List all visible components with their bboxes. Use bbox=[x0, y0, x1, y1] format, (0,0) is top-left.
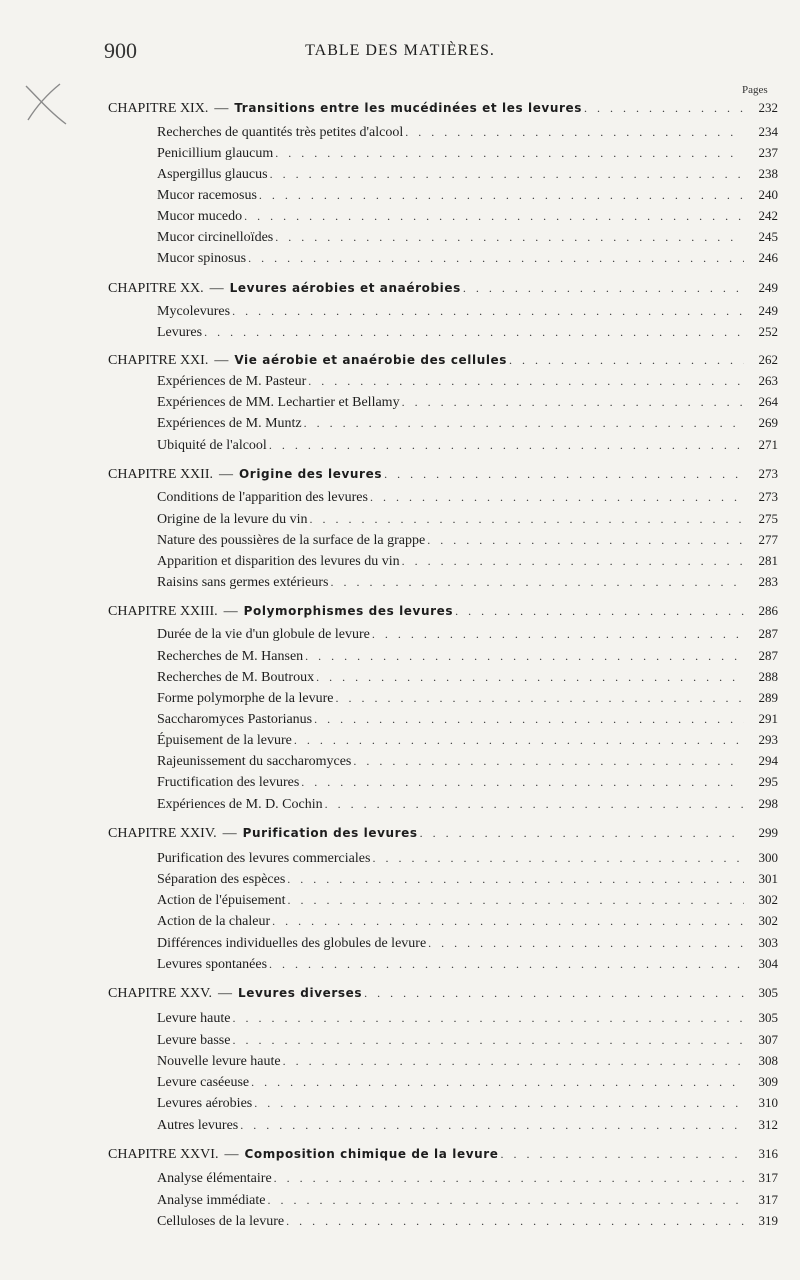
page-ref: 288 bbox=[758, 669, 778, 684]
dot-leader bbox=[267, 1193, 744, 1208]
page-ref: 273 bbox=[758, 489, 778, 504]
entry-text: Levures spontanées bbox=[157, 957, 268, 972]
toc-entry bbox=[0, 489, 800, 509]
toc-entry bbox=[0, 415, 800, 435]
dot-leader bbox=[509, 353, 744, 368]
page-ref: 277 bbox=[758, 532, 778, 547]
dot-leader bbox=[288, 893, 745, 908]
toc-entry bbox=[0, 753, 800, 773]
chapter-heading bbox=[0, 352, 800, 372]
entry-text: Aspergillus glaucus bbox=[157, 167, 268, 182]
dot-leader bbox=[330, 575, 744, 590]
toc-entry bbox=[0, 850, 800, 870]
dot-leader bbox=[501, 1147, 744, 1162]
page-ref: 293 bbox=[758, 732, 778, 747]
chapter-title: Transitions entre les mucédinées et les levures bbox=[234, 101, 582, 115]
page-ref: 286 bbox=[758, 603, 778, 618]
entry-text: Séparation des espèces bbox=[157, 872, 286, 887]
chapter-label: CHAPITRE XXIV. bbox=[108, 826, 217, 841]
dot-leader bbox=[269, 957, 744, 972]
dot-leader bbox=[248, 251, 744, 266]
page-ref: 310 bbox=[758, 1095, 778, 1110]
entry-text: Mucor circinelloïdes bbox=[157, 230, 274, 245]
toc-entry bbox=[0, 956, 800, 976]
toc-entry bbox=[0, 711, 800, 731]
dot-leader bbox=[353, 754, 744, 769]
page-ref: 304 bbox=[758, 956, 778, 971]
entry-text: Levure caséeuse bbox=[157, 1075, 250, 1090]
page-ref: 317 bbox=[758, 1170, 778, 1185]
running-title: TABLE DES MATIÈRES. bbox=[305, 42, 495, 59]
toc-entry bbox=[0, 324, 800, 344]
toc-entry bbox=[0, 553, 800, 573]
chapter-title: Origine des levures bbox=[239, 467, 383, 481]
entry-text: Celluloses de la levure bbox=[157, 1214, 285, 1229]
entry-text: Différences individuelles des globules de levure bbox=[157, 936, 427, 951]
page-ref: 308 bbox=[758, 1053, 778, 1068]
entry-text: Fructification des levures bbox=[157, 775, 300, 790]
toc-entry bbox=[0, 124, 800, 144]
dot-leader bbox=[305, 649, 744, 664]
toc-entry bbox=[0, 1117, 800, 1137]
dot-leader bbox=[455, 604, 744, 619]
toc-entry bbox=[0, 1192, 800, 1212]
page-ref: 319 bbox=[758, 1213, 778, 1228]
entry-text: Rajeunissement du saccharomyces bbox=[157, 754, 352, 769]
entry-text: Mucor mucedo bbox=[157, 209, 243, 224]
dot-leader bbox=[309, 512, 744, 527]
dot-leader bbox=[204, 325, 744, 340]
chapter-title: Levures diverses bbox=[237, 986, 363, 1000]
page-ref: 262 bbox=[758, 352, 778, 367]
entry-text: Épuisement de la levure bbox=[157, 733, 292, 748]
toc-entry bbox=[0, 303, 800, 323]
toc-entry bbox=[0, 732, 800, 752]
toc-entry bbox=[0, 690, 800, 710]
page-ref: 294 bbox=[758, 753, 778, 768]
entry-text: Purification des levures commerciales bbox=[157, 851, 371, 866]
entry-text: Conditions de l'apparition des levures bbox=[157, 490, 368, 505]
chapter-title: Vie aérobie et anaérobie des cellules bbox=[234, 353, 508, 367]
entry-text: Raisins sans germes extérieurs bbox=[157, 575, 329, 590]
toc-entry bbox=[0, 208, 800, 228]
chapter-dash: — bbox=[222, 826, 237, 841]
dot-leader bbox=[314, 712, 744, 727]
dot-leader bbox=[325, 797, 744, 812]
page-ref: 303 bbox=[758, 935, 778, 950]
toc-entry bbox=[0, 648, 800, 668]
entry-text: Levures bbox=[157, 325, 203, 340]
entry-text: Levure basse bbox=[157, 1033, 231, 1048]
dot-leader bbox=[286, 1214, 744, 1229]
dot-leader bbox=[420, 826, 744, 841]
page-ref: 289 bbox=[758, 690, 778, 705]
dot-leader bbox=[275, 230, 744, 245]
dot-leader bbox=[405, 125, 744, 140]
chapter-heading bbox=[0, 825, 800, 845]
toc-entry bbox=[0, 1074, 800, 1094]
dot-leader bbox=[402, 554, 744, 569]
dot-leader bbox=[402, 395, 744, 410]
dot-leader bbox=[336, 691, 744, 706]
chapter-title: Composition chimique de la levure bbox=[244, 1147, 499, 1161]
dot-leader bbox=[428, 936, 744, 951]
dot-leader bbox=[463, 281, 744, 296]
toc-entry bbox=[0, 892, 800, 912]
page-ref: 291 bbox=[758, 711, 778, 726]
page-ref: 316 bbox=[758, 1146, 778, 1161]
toc-entry bbox=[0, 871, 800, 891]
chapter-label: CHAPITRE XXII. bbox=[108, 467, 213, 482]
page-ref: 287 bbox=[758, 648, 778, 663]
chapter-label: CHAPITRE XIX. bbox=[108, 101, 209, 116]
entry-text: Action de l'épuisement bbox=[157, 893, 286, 908]
chapter-heading bbox=[0, 1146, 800, 1166]
toc-entry bbox=[0, 1213, 800, 1233]
page-ref: 307 bbox=[758, 1032, 778, 1047]
page-ref: 249 bbox=[758, 280, 778, 295]
page-ref: 249 bbox=[758, 303, 778, 318]
page-ref: 283 bbox=[758, 574, 778, 589]
toc-entry bbox=[0, 574, 800, 594]
chapter-dash: — bbox=[224, 1147, 239, 1162]
dot-leader bbox=[364, 986, 744, 1001]
toc-entry bbox=[0, 796, 800, 816]
entry-text: Nouvelle levure haute bbox=[157, 1054, 281, 1069]
page-ref: 309 bbox=[758, 1074, 778, 1089]
dot-leader bbox=[370, 490, 744, 505]
dot-leader bbox=[372, 851, 744, 866]
toc-entry bbox=[0, 1010, 800, 1030]
chapter-label: CHAPITRE XX. bbox=[108, 281, 204, 296]
entry-text: Mucor racemosus bbox=[157, 188, 257, 203]
chapter-heading bbox=[0, 985, 800, 1005]
page-ref: 269 bbox=[758, 415, 778, 430]
toc-entry bbox=[0, 1053, 800, 1073]
chapter-dash: — bbox=[214, 353, 229, 368]
dot-leader bbox=[259, 188, 744, 203]
toc-entry bbox=[0, 774, 800, 794]
chapter-label: CHAPITRE XXV. bbox=[108, 986, 212, 1001]
entry-text: Recherches de M. Hansen bbox=[157, 649, 304, 664]
entry-text: Forme polymorphe de la levure bbox=[157, 691, 334, 706]
dot-leader bbox=[287, 872, 744, 887]
entry-text: Recherches de quantités très petites d'alcool bbox=[157, 125, 404, 140]
entry-text: Analyse élémentaire bbox=[157, 1171, 272, 1186]
page-ref: 252 bbox=[758, 324, 778, 339]
toc-entry bbox=[0, 145, 800, 165]
dot-leader bbox=[275, 146, 744, 161]
page-ref: 287 bbox=[758, 626, 778, 641]
toc-entry bbox=[0, 166, 800, 186]
entry-text: Mycolevures bbox=[157, 304, 231, 319]
page-ref: 245 bbox=[758, 229, 778, 244]
toc-entry bbox=[0, 669, 800, 689]
toc-entry bbox=[0, 187, 800, 207]
toc-entry bbox=[0, 229, 800, 249]
page-ref: 312 bbox=[758, 1117, 778, 1132]
dot-leader bbox=[283, 1054, 744, 1069]
toc-entry bbox=[0, 1170, 800, 1190]
dot-leader bbox=[270, 167, 744, 182]
chapter-dash: — bbox=[219, 467, 233, 482]
toc-entry bbox=[0, 394, 800, 414]
entry-text: Nature des poussières de la surface de la grappe bbox=[157, 533, 426, 548]
entry-text: Expériences de M. Pasteur bbox=[157, 374, 307, 389]
chapter-heading bbox=[0, 280, 800, 300]
chapter-title: Levures aérobies et anaérobies bbox=[229, 281, 461, 295]
chapter-title: Purification des levures bbox=[242, 826, 418, 840]
toc-entry bbox=[0, 532, 800, 552]
entry-text: Expériences de M. D. Cochin bbox=[157, 797, 323, 812]
toc-entry bbox=[0, 1095, 800, 1115]
dot-leader bbox=[251, 1075, 744, 1090]
dot-leader bbox=[232, 1011, 744, 1026]
page-ref: 264 bbox=[758, 394, 778, 409]
dot-leader bbox=[427, 533, 744, 548]
chapter-heading bbox=[0, 603, 800, 623]
entry-text: Action de la chaleur bbox=[157, 914, 271, 929]
dot-leader bbox=[304, 416, 744, 431]
page-ref: 240 bbox=[758, 187, 778, 202]
dot-leader bbox=[272, 914, 744, 929]
page-ref: 238 bbox=[758, 166, 778, 181]
chapter-dash: — bbox=[209, 281, 224, 296]
page-ref: 295 bbox=[758, 774, 778, 789]
page-ref: 317 bbox=[758, 1192, 778, 1207]
entry-text: Analyse immédiate bbox=[157, 1193, 266, 1208]
toc-entry bbox=[0, 511, 800, 531]
dot-leader bbox=[372, 627, 744, 642]
entry-text: Saccharomyces Pastorianus bbox=[157, 712, 313, 727]
page-ref: 271 bbox=[758, 437, 778, 452]
dot-leader bbox=[301, 775, 744, 790]
toc-entry bbox=[0, 913, 800, 933]
page-number: 900 bbox=[104, 38, 137, 63]
chapter-label: CHAPITRE XXI. bbox=[108, 353, 209, 368]
entry-text: Penicillium glaucum bbox=[157, 146, 274, 161]
entry-text: Expériences de M. Muntz bbox=[157, 416, 302, 431]
entry-text: Levure haute bbox=[157, 1011, 231, 1026]
page-ref: 232 bbox=[758, 100, 778, 115]
dot-leader bbox=[308, 374, 744, 389]
chapter-title: Polymorphismes des levures bbox=[243, 604, 454, 618]
chapter-dash: — bbox=[217, 986, 232, 1001]
dot-leader bbox=[384, 467, 744, 482]
dot-leader bbox=[316, 670, 744, 685]
entry-text: Ubiquité de l'alcool bbox=[157, 438, 267, 453]
toc-entry bbox=[0, 373, 800, 393]
entry-text: Levures aérobies bbox=[157, 1096, 253, 1111]
dot-leader bbox=[240, 1118, 744, 1133]
dot-leader bbox=[232, 304, 744, 319]
entry-text: Autres levures bbox=[157, 1118, 239, 1133]
page-ref: 237 bbox=[758, 145, 778, 160]
entry-text: Expériences de MM. Lechartier et Bellamy bbox=[157, 395, 400, 410]
page-ref: 305 bbox=[758, 985, 778, 1000]
toc-entry bbox=[0, 437, 800, 457]
entry-text: Durée de la vie d'un globule de levure bbox=[157, 627, 370, 642]
dot-leader bbox=[254, 1096, 744, 1111]
entry-text: Recherches de M. Boutroux bbox=[157, 670, 315, 685]
entry-text: Apparition et disparition des levures du vin bbox=[157, 554, 400, 569]
page-ref: 242 bbox=[758, 208, 778, 223]
page-ref: 263 bbox=[758, 373, 778, 388]
chapter-heading bbox=[0, 100, 800, 120]
page-ref: 301 bbox=[758, 871, 778, 886]
page-ref: 234 bbox=[758, 124, 778, 139]
page-ref: 305 bbox=[758, 1010, 778, 1025]
dot-leader bbox=[269, 438, 744, 453]
page-ref: 275 bbox=[758, 511, 778, 526]
chapter-heading bbox=[0, 466, 800, 486]
page-ref: 300 bbox=[758, 850, 778, 865]
page-ref: 273 bbox=[758, 466, 778, 481]
page-ref: 246 bbox=[758, 250, 778, 265]
dot-leader bbox=[232, 1033, 744, 1048]
toc-entry bbox=[0, 626, 800, 646]
chapter-dash: — bbox=[214, 101, 229, 116]
page-ref: 302 bbox=[758, 913, 778, 928]
page-ref: 298 bbox=[758, 796, 778, 811]
entry-text: Mucor spinosus bbox=[157, 251, 247, 266]
page-ref: 302 bbox=[758, 892, 778, 907]
dot-leader bbox=[294, 733, 744, 748]
chapter-dash: — bbox=[223, 604, 238, 619]
page-ref: 281 bbox=[758, 553, 778, 568]
chapter-label: CHAPITRE XXIII. bbox=[108, 604, 218, 619]
toc-entry bbox=[0, 1032, 800, 1052]
dot-leader bbox=[244, 209, 744, 224]
dot-leader bbox=[584, 101, 744, 116]
chapter-label: CHAPITRE XXVI. bbox=[108, 1147, 219, 1162]
page-ref: 299 bbox=[758, 825, 778, 840]
entry-text: Origine de la levure du vin bbox=[157, 512, 308, 527]
dot-leader bbox=[274, 1171, 744, 1186]
toc-entry bbox=[0, 935, 800, 955]
toc-entry bbox=[0, 250, 800, 270]
pages-column-label: Pages bbox=[742, 84, 768, 96]
